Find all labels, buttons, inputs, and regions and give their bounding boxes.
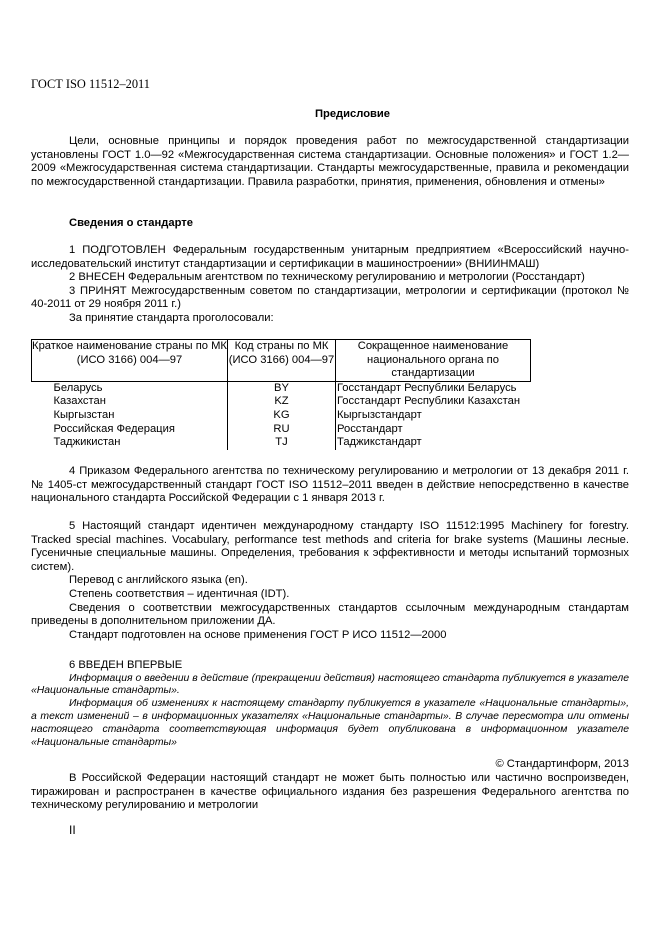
table-cell-code: BY: [228, 381, 336, 395]
table-cell-country: Беларусь: [53, 381, 103, 394]
table-cell-body: Госстандарт Республики Казахстан: [336, 395, 531, 409]
item-4-block: [31, 465, 629, 506]
table-cell-code: RU: [228, 423, 336, 437]
table-cell-body: Кыргызстандарт: [336, 409, 531, 423]
item-6-title: 6 ВВЕДЕН ВПЕРВЫЕ: [69, 659, 183, 671]
table-cell-country: Кыргызстан: [53, 408, 115, 421]
table-header-row: [32, 340, 531, 382]
info-item-1: 1 ПОДГОТОВЛЕН Федеральным государственным унитарным предприятием «Всероссийский научно-исследовательский институт стандартизации и сертификации в машиностроении» (ВНИИНМАШ): [31, 244, 629, 270]
item-6-block: [31, 659, 629, 749]
table-cell-country: Российская Федерация: [53, 422, 175, 435]
table-cell-body: Госстандарт Республики Беларусь: [336, 381, 531, 395]
item-6-note-2: Информация об изменениях к настоящему стандарту публикуется в указателе «Национальные стандарты», а текст изменений – в информационных указателях «Национальные стандарты». В случае пересмотра или отмены настоящего стандарта соответствующая информация будет опубликована в информационном указателе «Национальные стандарты»: [31, 698, 629, 748]
foreword-intro-text: Цели, основные принципы и порядок проведения работ по межгосударственной стандартизации установлены ГОСТ 1.0—92 «Межгосударственная система стандартизации. Основные положения» и ГОСТ 1.2—2009 «Межгосударственная система стандартизации. Стандарты межгосударственные, правила и рекомендации по межгосударственной стандартизации. Правила разработки, принятия, применения, обновления и отмены»: [31, 135, 629, 188]
foreword-title: Предисловие: [314, 108, 391, 120]
item-5-translation: Перевод с английского языка (en).: [69, 574, 248, 587]
document-code: ГОСТ ISO 11512–2011: [31, 77, 150, 91]
table-header-body: Сокращенное наименование национального органа по стандартизации: [336, 340, 531, 382]
copyright-line: © Стандартинформ, 2013: [495, 758, 629, 770]
copyright-block: [31, 772, 629, 813]
item-4-text: 4 Приказом Федерального агентства по техническому регулированию и метрологии от 13 декабря 2011 г. № 1405-ст межгосударственный стандарт ГОСТ ISO 11512–2011 введен в действие непосредственно в качестве национального стандарта Российской Федерации с 1 января 2013 г.: [31, 465, 629, 505]
table-row: [32, 409, 531, 423]
table-header-country: Краткое наименование страны по МК (ИСО 3166) 004—97: [32, 340, 228, 382]
item-5-block: [31, 520, 629, 642]
item-5-conformity: Степень соответствия – идентичная (IDT).: [69, 587, 290, 600]
item-5-references: Сведения о соответствии межгосударственных стандартов ссылочным международным стандартам приведены в дополнительном приложении ДА.: [31, 601, 629, 628]
info-voted: За принятие стандарта проголосовали:: [69, 311, 274, 324]
item-5-text: 5 Настоящий стандарт идентичен международному стандарту ISO 11512:1995 Machinery for forestry. Tracked special machines. Vocabulary, performance test methods and criteria for brake systems (Машины лесные. Гусеничные специальные машины. Определения, требования к эффективности и методы испытаний тормозных систем).: [31, 520, 629, 573]
copyright-text: В Российской Федерации настоящий стандарт не может быть полностью или частично воспроизведен, тиражирован и распространен в качестве официального издания без разрешения Федерального агентства по техническому регулированию и метрологии: [31, 772, 629, 812]
table-cell-code: TJ: [228, 436, 336, 450]
table-row: [32, 381, 531, 395]
item-6-note-1: Информация о введении в действие (прекращении действия) настоящего стандарта публикуется в указателе «Национальные стандарты».: [31, 672, 629, 697]
table-header-code: Код страны по МК (ИСО 3166) 004—97: [228, 340, 336, 382]
voting-table: [31, 339, 531, 450]
page-number: II: [69, 823, 76, 837]
info-item-3: 3 ПРИНЯТ Межгосударственным советом по стандартизации, метрологии и сертификации (протокол № 40-2011 от 29 ноября 2011 г.): [31, 284, 629, 311]
table-cell-body: Росстандарт: [336, 423, 531, 437]
table-cell-country: Казахстан: [53, 395, 106, 408]
table-row: [32, 436, 531, 450]
voting-table-wrapper: [31, 339, 531, 450]
table-cell-body: Таджикстандарт: [336, 436, 531, 450]
item-5-basis: Стандарт подготовлен на основе применения ГОСТ Р ИСО 11512—2000: [69, 628, 447, 641]
table-row: [32, 423, 531, 437]
standard-info-heading: Сведения о стандарте: [69, 217, 193, 229]
table-cell-country: Таджикистан: [53, 436, 121, 449]
standard-info-block: [31, 244, 629, 326]
foreword-intro: [31, 135, 629, 189]
table-cell-code: KZ: [228, 395, 336, 409]
table-row: [32, 395, 531, 409]
info-item-2: 2 ВНЕСЕН Федеральным агентством по техническому регулированию и метрологии (Росстандарт): [69, 271, 585, 284]
table-cell-code: KG: [228, 409, 336, 423]
